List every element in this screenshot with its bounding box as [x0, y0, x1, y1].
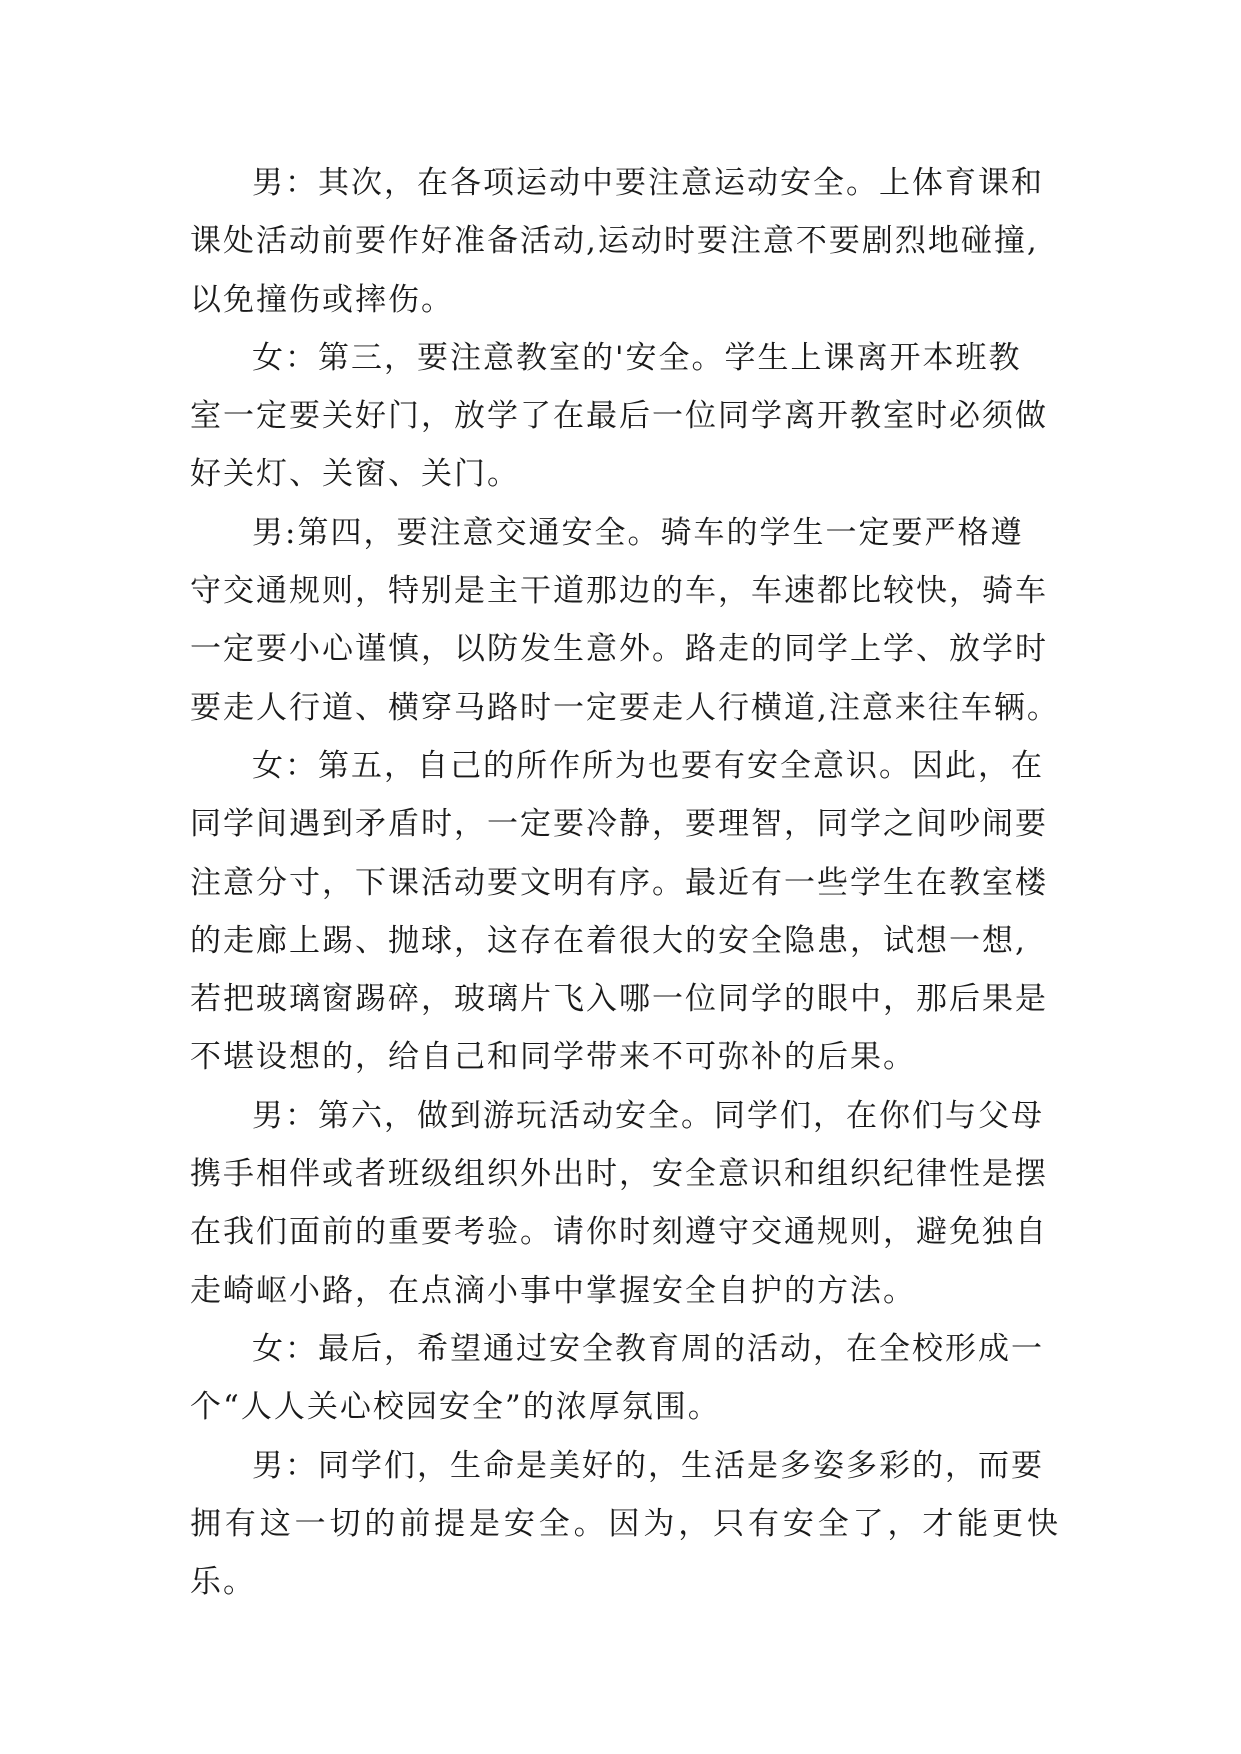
paragraph-outing-safety: 男：第六，做到游玩活动安全。同学们，在你们与父母 携手相伴或者班级组织外出时，安全意识和组织纪律性是摆 在我们面前的重要考验。请你时刻遵守交通规则，避免独自 走崎岖小路，在点滴小事中掌握安全自护的方法。: [190, 1097, 1048, 1309]
paragraph-closing-hope: 女：最后，希望通过安全教育周的活动，在全校形成一 个“人人关心校园安全”的浓厚氛围。: [190, 1330, 1044, 1426]
paragraph-classroom-safety: 女：第三，要注意教室的'安全。学生上课离开本班教 室一定要关好门，放学了在最后一位同学离开教室时必须做 好关灯、关窗、关门。: [190, 339, 1048, 493]
paragraph-sports-safety: 男：其次，在各项运动中要注意运动安全。上体育课和 课处活动前要作好准备活动,运动时要注意不要剧烈地碰撞, 以免撞伤或摔伤。: [190, 165, 1044, 318]
paragraph-traffic-safety: 男:第四，要注意交通安全。骑车的学生一定要严格遵 守交通规则，特别是主干道那边的车，车速都比较快，骑车 一定要小心谨慎，以防发生意外。路走的同学上学、放学时 要走人行道、横穿马路时一定要走人行横道,注意来往车辆。: [190, 514, 1060, 726]
document-body: [190, 154, 1060, 1611]
paragraph-behavior-safety: 女：第五，自己的所作所为也要有安全意识。因此，在 同学间遇到矛盾时，一定要冷静，要理智，同学之间吵闹要 注意分寸，下课活动要文明有序。最近有一些学生在教室楼 的走廊上踢、抛球，这存在着很大的安全隐患，试想一想, 若把玻璃窗踢碎，玻璃片飞入哪一位同学的眼中，那后果是 不堪设想的，给自己和同学带来不可弥补的后果。: [190, 747, 1048, 1076]
paragraph-conclusion: 男：同学们，生命是美好的，生活是多姿多彩的，而要 拥有这一切的前提是安全。因为，只有安全了，才能更快乐。: [190, 1447, 1060, 1601]
